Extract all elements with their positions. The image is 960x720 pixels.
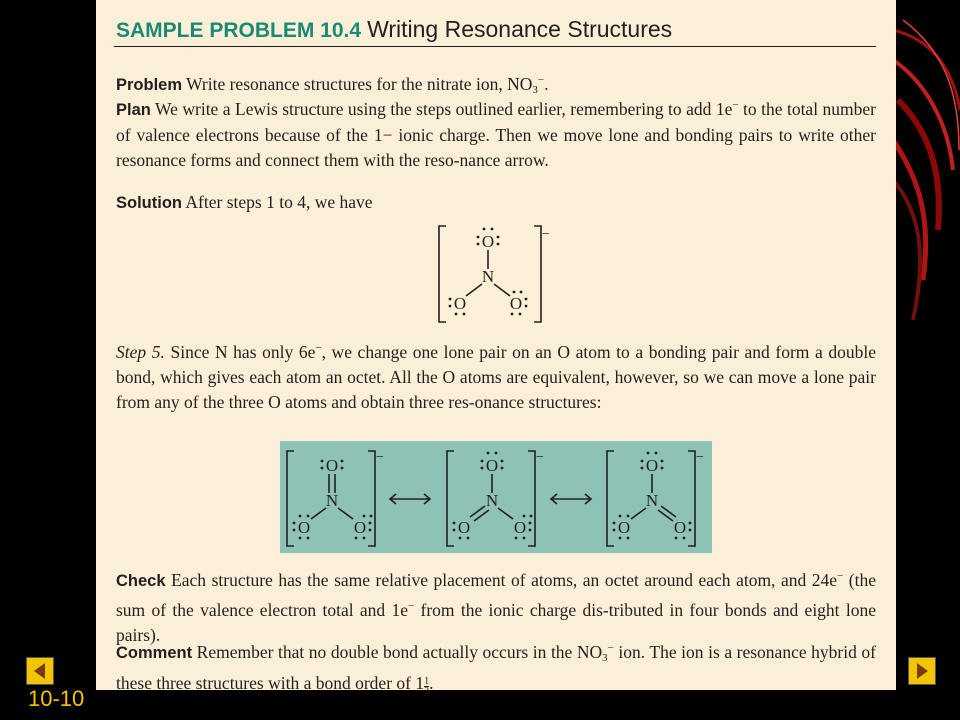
s3-charge: − (696, 450, 704, 465)
title-divider (114, 46, 876, 47)
atom-o-top: O (481, 232, 495, 251)
previous-slide-button[interactable] (26, 657, 54, 685)
check-label: Check (116, 572, 166, 590)
lewis-structure-initial (436, 222, 556, 326)
s1-n: N (325, 491, 339, 510)
s2-charge: − (536, 450, 544, 465)
plan-label: Plan (116, 101, 151, 119)
s3-o-right: O (673, 518, 687, 537)
s2-o-top: O (485, 456, 499, 475)
resonance-structures-panel (280, 441, 712, 553)
problem-label: Problem (116, 76, 183, 94)
plan-text: We write a Lewis structure using the steps outlined earlier, remembering to add 1e (155, 99, 733, 119)
next-slide-button[interactable] (908, 657, 936, 685)
s2-o-right: O (513, 518, 527, 537)
step5-label: Step 5. (116, 342, 165, 362)
s3-o-top: O (645, 456, 659, 475)
step5-text: Since N has only 6e (170, 342, 316, 362)
s2-n: N (485, 491, 499, 510)
comment-label: Comment (116, 644, 193, 662)
comment-text: Remember that no double bond actually occurs in the NO (196, 642, 603, 662)
sample-problem-tag: SAMPLE PROBLEM 10.4 (116, 19, 362, 42)
s1-o-right: O (353, 518, 367, 537)
sample-problem-heading: Writing Resonance Structures (367, 16, 673, 42)
check-paragraph: Check Each structure has the same relative placement of atoms, an octet around each atom, and 24e− (the sum of the valence electron total and 1e− from the ionic charge dis-tributed in four bonds and eight lone pairs). (116, 570, 876, 645)
solution-text: After steps 1 to 4, we have (185, 192, 373, 212)
s1-o-top: O (325, 456, 339, 475)
s1-charge: − (376, 450, 384, 465)
triangle-right-icon (909, 658, 935, 684)
check-text: Each structure has the same relative placement of atoms, an octet around each atom, and 24e (171, 570, 838, 590)
textbook-page (96, 0, 896, 697)
solution-paragraph (116, 190, 876, 216)
slide-number: 10-10 (28, 686, 85, 711)
s1-o-left: O (297, 518, 311, 537)
comment-paragraph: Comment Remember that no double bond actually occurs in the $NO_3^-$ ion. The ion is a resonance hybrid of these three structures with a bond order of 1 $\frac{1}{3}$ . (116, 642, 876, 697)
plan-paragraph: Plan We write a Lewis structure using the steps outlined earlier, remembering to add 1e− to the total number of valence electrons because of the 1− ionic charge. Then we move lone and bonding pairs to write other resonance forms and connect them with the reso-nance arrow. (116, 99, 876, 170)
bond-order-fraction: $\frac{1}{3}$ (424, 676, 430, 697)
atom-n-center: N (481, 267, 495, 286)
triangle-left-icon (27, 658, 53, 684)
solution-label: Solution (116, 194, 182, 212)
problem-text: Write resonance structures for the nitrate ion, NO (186, 74, 533, 94)
step5-paragraph: Step 5. Since N has only 6e−, we change one lone pair on an O atom to a bonding pair and form a double bond, which gives each atom an octet. All the O atoms are equivalent, however, so we can move a lone pair from any of the three O atoms and obtain three res-onance structures: (116, 342, 876, 412)
sample-problem-title (116, 16, 672, 43)
atom-o-right: O (509, 294, 523, 313)
s3-o-left: O (617, 518, 631, 537)
decorative-swirl (893, 0, 960, 330)
problem-paragraph: Problem Write resonance structures for the nitrate ion, $NO_3^-$. (116, 74, 549, 96)
s2-o-left: O (457, 518, 471, 537)
s3-n: N (645, 491, 659, 510)
charge: − (542, 227, 550, 242)
atom-o-left: O (453, 294, 467, 313)
